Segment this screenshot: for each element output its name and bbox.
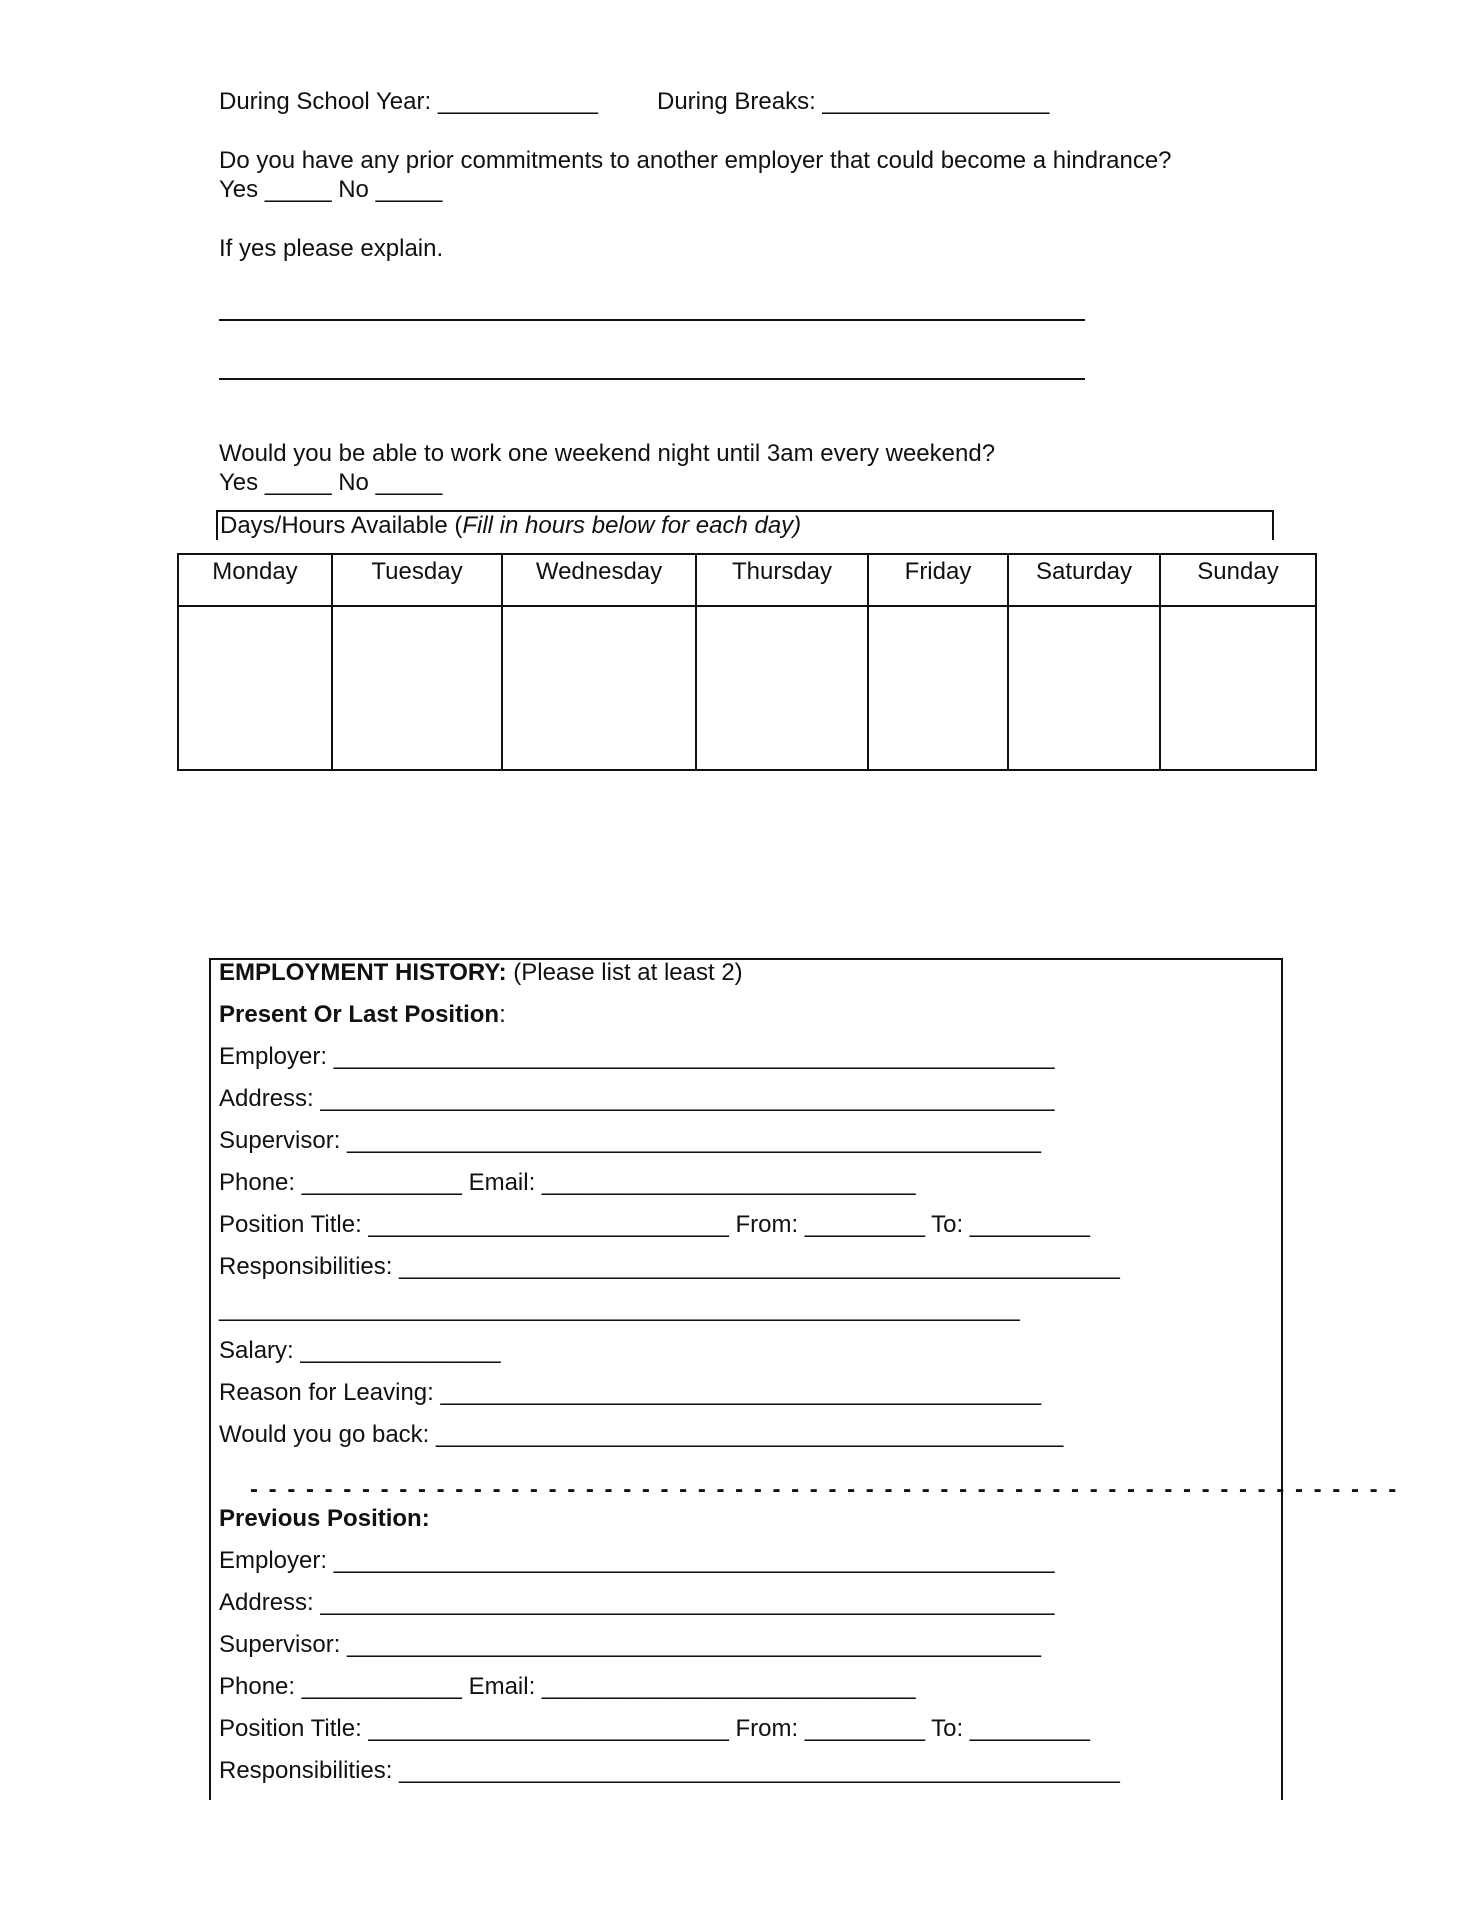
present-supervisor-field[interactable]: Supervisor: ____________________________________________________ — [219, 1127, 1042, 1154]
previous-employer-field[interactable]: Employer: ______________________________________________________ — [219, 1547, 1055, 1574]
day-header-friday: Friday — [868, 554, 1008, 606]
hours-cell-friday[interactable] — [868, 606, 1008, 770]
employment-history-heading — [219, 959, 743, 987]
day-header-tuesday: Tuesday — [332, 554, 502, 606]
explain-line-2[interactable] — [219, 378, 1085, 380]
day-header-sunday: Sunday — [1160, 554, 1316, 606]
breaks-field[interactable]: During Breaks: _________________ — [657, 88, 1050, 115]
present-salary-field[interactable]: Salary: _______________ — [219, 1337, 501, 1364]
present-responsibilities-continued[interactable]: ____________________________________________________________ — [219, 1295, 1020, 1322]
day-header-thursday: Thursday — [696, 554, 868, 606]
present-reason-field[interactable]: Reason for Leaving: _____________________________________________ — [219, 1379, 1042, 1406]
explain-line-1[interactable] — [219, 319, 1085, 321]
hours-cell-saturday[interactable] — [1008, 606, 1160, 770]
hours-cell-wednesday[interactable] — [502, 606, 696, 770]
weekend-question: Would you be able to work one weekend night until 3am every weekend? — [219, 440, 996, 467]
days-hours-header — [216, 510, 1274, 540]
present-address-field[interactable]: Address: _______________________________________________________ — [219, 1085, 1055, 1112]
present-position-heading — [219, 1001, 506, 1029]
days-hours-label: Days/Hours Available ( — [220, 512, 463, 539]
weekend-yes-no[interactable]: Yes _____ No _____ — [219, 469, 443, 496]
hours-cell-thursday[interactable] — [696, 606, 868, 770]
hours-cell-sunday[interactable] — [1160, 606, 1316, 770]
present-phone-email-field[interactable]: Phone: ____________ Email: ____________________________ — [219, 1169, 916, 1196]
present-employer-field[interactable]: Employer: ______________________________________________________ — [219, 1043, 1055, 1070]
employment-history-title: EMPLOYMENT HISTORY: — [219, 959, 507, 986]
day-header-wednesday: Wednesday — [502, 554, 696, 606]
employment-history-note: (Please list at least 2) — [506, 959, 743, 986]
prior-commitments-question: Do you have any prior commitments to another employer that could become a hindrance? — [219, 147, 1172, 174]
present-responsibilities-field[interactable]: Responsibilities: ______________________________________________________ — [219, 1253, 1120, 1280]
hours-cell-monday[interactable] — [178, 606, 332, 770]
present-go-back-field[interactable]: Would you go back: _______________________________________________ — [219, 1421, 1064, 1448]
previous-position-title-field[interactable]: Position Title: ___________________________ From: _________ To: _________ — [219, 1715, 1090, 1742]
previous-address-field[interactable]: Address: _______________________________________________________ — [219, 1589, 1055, 1616]
previous-supervisor-field[interactable]: Supervisor: ____________________________________________________ — [219, 1631, 1042, 1658]
day-header-monday: Monday — [178, 554, 332, 606]
position-separator: - - - - - - - - - - - - - - - - - - - - - - - - - - - - - - - - - - - - - - - - - - - - - - - - - - - - - - - - - - - - - - — [250, 1476, 1399, 1503]
previous-position-title: Previous Position: — [219, 1505, 430, 1532]
day-header-saturday: Saturday — [1008, 554, 1160, 606]
prior-commitments-yes-no[interactable]: Yes _____ No _____ — [219, 176, 443, 203]
previous-position-heading — [219, 1505, 430, 1533]
present-position-colon: : — [499, 1001, 506, 1028]
present-position-title-field[interactable]: Position Title: ___________________________ From: _________ To: _________ — [219, 1211, 1090, 1238]
hours-cell-tuesday[interactable] — [332, 606, 502, 770]
present-position-title: Present Or Last Position — [219, 1001, 500, 1028]
previous-responsibilities-field[interactable]: Responsibilities: ______________________________________________________ — [219, 1757, 1120, 1784]
previous-phone-email-field[interactable]: Phone: ____________ Email: ____________________________ — [219, 1673, 916, 1700]
school-year-field[interactable]: During School Year: ____________ — [219, 88, 598, 115]
days-hours-note: Fill in hours below for each day) — [462, 512, 802, 539]
explain-label: If yes please explain. — [219, 235, 444, 262]
availability-table — [177, 553, 1317, 771]
